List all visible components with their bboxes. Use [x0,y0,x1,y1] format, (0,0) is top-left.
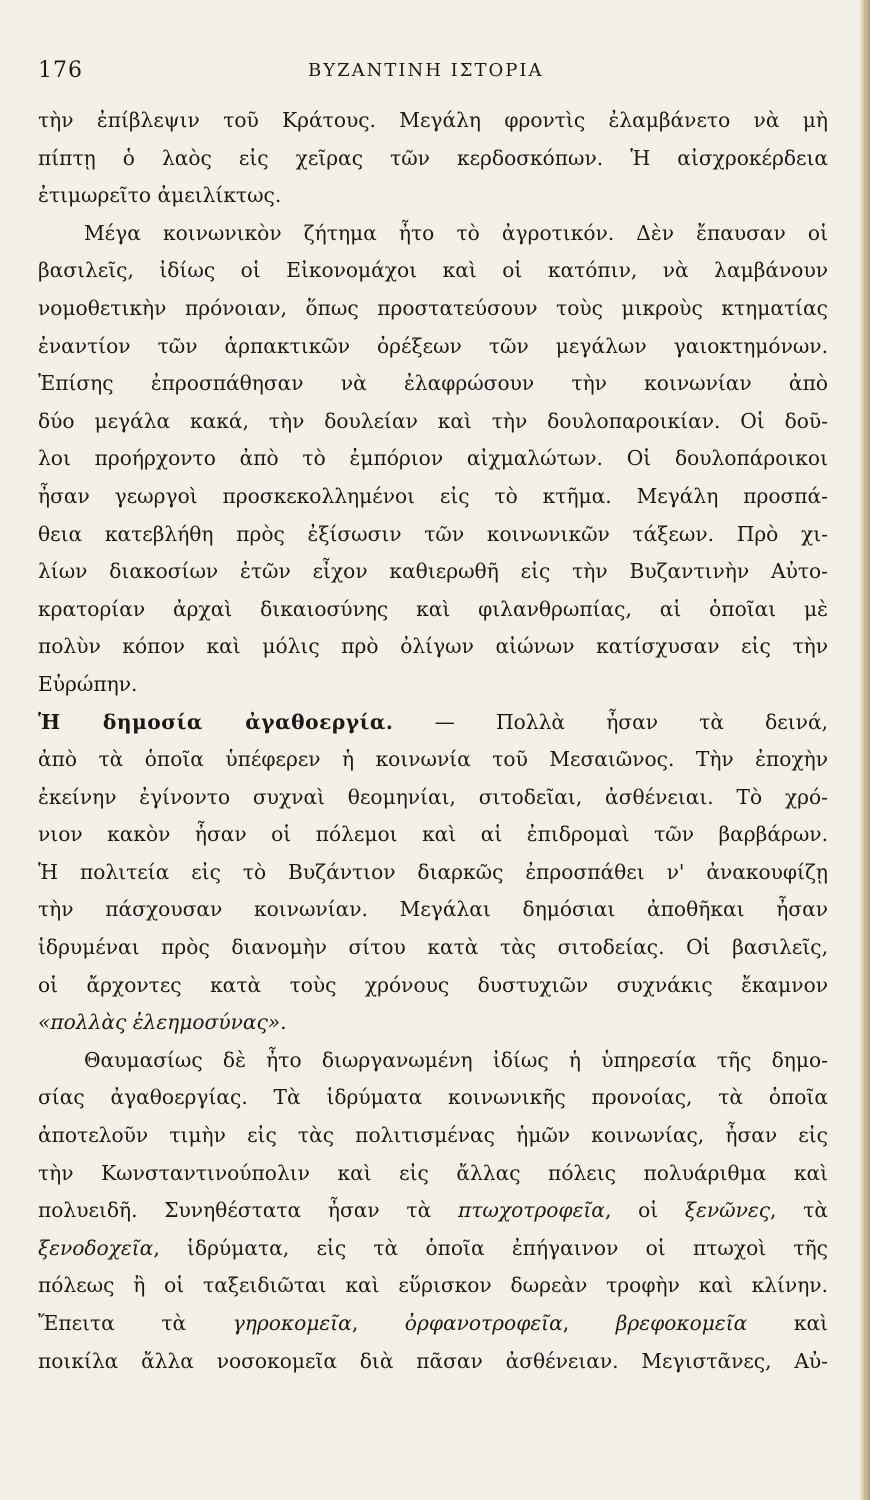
text-line: ἀποτελοῦν τιμὴν εἰς τὰς πολιτισμένας ἡμῶν κοινωνίας, ἦσαν εἰς [38,1123,828,1148]
text-line: τὴν Κωνσταντινούπολιν καὶ εἰς ἄλλας πόλεις πολυάριθμα καὶ [38,1160,828,1185]
text-line: σίας ἀγαθοεργίας. Τὰ ἱδρύματα κοινωνικῆς προνοίας, τὰ ὁποῖα [38,1085,828,1110]
text-run: , [351,1311,405,1335]
italic-term: ξενοδοχεῖα [38,1235,154,1260]
text-line: Ἡ πολιτεία εἰς τὸ Βυζάντιον διαρκῶς ἐπροσπάθει ν' ἀνακουφίζῃ [38,859,828,884]
text-line: λοι προήρχοντο ἀπὸ τὸ ἐμπόριον αἰχμαλώτων. Οἱ δουλοπάροικοι [38,446,828,471]
text-line [38,1230,828,1268]
text-line: νιον κακὸν ἦσαν οἱ πόλεμοι καὶ αἱ ἐπιδρομαὶ τῶν βαρβάρων. [38,822,828,847]
body-text [38,102,828,1380]
section-heading-continuation: — Πολλὰ ἦσαν τὰ δεινά, [393,709,828,734]
italic-term: πτωχοτροφεῖα [457,1198,605,1223]
text-line: ἦσαν γεωργοὶ προσκεκολλημένοι εἰς τὸ κτῆμα. Μεγάλη προσπά- [38,483,828,508]
text-run: , [562,1311,616,1335]
section-heading-line [38,704,828,742]
page-number: 176 [38,58,83,83]
italic-term: βρεφοκομεῖα [615,1311,748,1335]
text-run [747,1311,794,1335]
italic-term: ὀρφανοτροφεῖα [404,1311,563,1335]
text-line: Ἐπίσης ἐπροσπάθησαν νὰ ἐλαφρώσουν τὴν κοινωνίαν ἀπὸ [38,371,828,396]
text-line: ἀπὸ τὰ ὁποῖα ὑπέφερεν ἡ κοινωνία τοῦ Μεσαιῶνος. Τὴν ἐποχὴν [38,747,828,772]
running-head [38,58,828,88]
text-run: πολυειδῆ. Συνηθέστατα ἦσαν τὰ [38,1198,432,1223]
text-line: λίων διακοσίων ἐτῶν εἶχον καθιερωθῆ εἰς τὴν Βυζαντινὴν Αὐτο- [38,559,828,584]
text-line: πίπτῃ ὁ λαὸς εἰς χεῖρας τῶν κερδοσκόπων. Ἡ αἰσχροκέρδεια [38,145,828,170]
section-heading: Ἡ δημοσία ἀγαθοεργία. [38,709,394,734]
text-line: πόλεως ἢ οἱ ταξειδιῶται καὶ εὕρισκον δωρεὰν τροφὴν καὶ κλίνην. [38,1273,828,1298]
text-line [38,1305,828,1343]
running-title: ΒΥΖΑΝΤΙΝΗ ΙΣΤΟΡΙΑ [308,60,544,81]
text-line: Εὐρώπην. [38,671,138,696]
text-line: δύο μεγάλα κακά, τὴν δουλείαν καὶ τὴν δουλοπαροικίαν. Οἱ δοῦ- [38,408,828,433]
text-line: τὴν ἐπίβλεψιν τοῦ Κράτους. Μεγάλη φροντὶς ἐλαμβάνετο νὰ μὴ [38,108,828,132]
italic-term: γηροκομεῖα [232,1311,352,1335]
text-run: , τὰ [770,1198,828,1223]
text-line: ἐκείνην ἐγίνοντο συχναὶ θεομηνίαι, σιτοδεῖαι, ἀσθένειαι. Τὸ χρό- [38,784,828,809]
text-line [38,1192,828,1230]
italic-term: ξενῶνες [684,1198,771,1223]
text-line: πολὺν κόπον καὶ μόλις πρὸ ὀλίγων αἰώνων κατίσχυσαν εἰς τὴν [38,634,828,659]
text-run: καὶ [793,1311,828,1335]
text-line: ποικίλα ἄλλα νοσοκομεῖα διὰ πᾶσαν ἀσθένειαν. Μεγιστᾶνες, Αὐ- [38,1348,828,1373]
text-line: βασιλεῖς, ἰδίως οἱ Εἰκονομάχοι καὶ οἱ κατόπιν, νὰ λαμβάνουν [38,258,828,283]
text-run: , ἱδρύματα, εἰς τὰ ὁποῖα ἐπήγαινον οἱ πτωχοὶ τῆς [153,1235,828,1260]
text-run: Ἔπειτα τὰ [38,1311,187,1335]
quoted-phrase: «πολλὰς ἐλεημοσύνας». [38,1010,287,1035]
text-line: Θαυμασίως δὲ ἦτο διωργανωμένη ἰδίως ἡ ὑπηρεσία τῆς δημο- [84,1047,828,1072]
text-line: τὴν πάσχουσαν κοινωνίαν. Μεγάλαι δημόσιαι ἀποθῆκαι ἦσαν [38,897,828,922]
text-line: οἱ ἄρχοντες κατὰ τοὺς χρόνους δυστυχιῶν συχνάκις ἔκαμνον [38,972,828,997]
text-line: κρατορίαν ἀρχαὶ δικαιοσύνης καὶ φιλανθρωπίας, αἱ ὁποῖαι μὲ [38,596,828,621]
text-line: ἐτιμωρεῖτο ἀμειλίκτως. [38,183,282,208]
page-edge-shadow [864,0,867,1500]
text-run: , οἱ [604,1198,685,1223]
text-line: ἱδρυμέναι πρὸς διανομὴν σίτου κατὰ τὰς σιτοδείας. Οἱ βασιλεῖς, [38,935,828,960]
quoted-phrase-line [38,1004,828,1042]
text-line: θεια κατεβλήθη πρὸς ἐξίσωσιν τῶν κοινωνικῶν τάξεων. Πρὸ χι- [38,521,828,546]
text-line: νομοθετικὴν πρόνοιαν, ὅπως προστατεύσουν τοὺς μικροὺς κτηματίας [38,295,828,320]
text-line: Μέγα κοινωνικὸν ζήτημα ἦτο τὸ ἀγροτικόν. Δὲν ἔπαυσαν οἱ [84,220,828,245]
text-line: ἐναντίον τῶν ἁρπακτικῶν ὀρέξεων τῶν μεγάλων γαιοκτημόνων. [38,333,828,358]
